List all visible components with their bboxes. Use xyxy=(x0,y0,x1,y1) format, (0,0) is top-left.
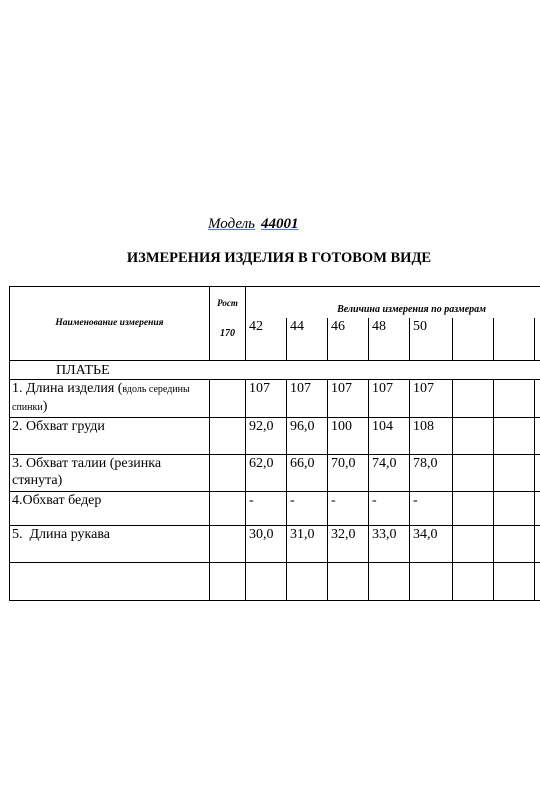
value-cell: 78,0 xyxy=(410,454,453,491)
empty-cell xyxy=(494,562,535,600)
row-height-cell xyxy=(210,379,246,417)
table-row xyxy=(10,379,540,417)
sizes-label: Величина измерения по размерам xyxy=(246,287,540,319)
empty-cell xyxy=(453,417,494,454)
value-cell: 33,0 xyxy=(369,525,410,562)
document-title: ИЗМЕРЕНИЯ ИЗДЕЛИЯ В ГОТОВОМ ВИДЕ xyxy=(126,250,432,266)
empty-cell xyxy=(246,562,287,600)
value-cell: 70,0 xyxy=(328,454,369,491)
value-cell: 104 xyxy=(369,417,410,454)
value-cell: 34,0 xyxy=(410,525,453,562)
empty-cell xyxy=(535,491,540,525)
model-number: 44001 xyxy=(261,216,299,232)
value-cell: 107 xyxy=(246,379,287,417)
value-cell: 107 xyxy=(287,379,328,417)
row-height-cell xyxy=(210,454,246,491)
value-cell: 62,0 xyxy=(246,454,287,491)
row-name: 2. Обхват груди xyxy=(10,417,210,454)
value-cell: 66,0 xyxy=(287,454,328,491)
empty-cell xyxy=(494,491,535,525)
empty-cell xyxy=(535,454,540,491)
row-name: 5. Длина рукава xyxy=(10,525,210,562)
value-cell: 107 xyxy=(369,379,410,417)
row-name: 4.Обхват бедер xyxy=(10,491,210,525)
value-cell: 32,0 xyxy=(328,525,369,562)
empty-cell xyxy=(328,562,369,600)
row-name: 3. Обхват талии (резинка стянута) xyxy=(10,454,210,491)
header-height-cell xyxy=(210,287,246,361)
empty-cell xyxy=(535,417,540,454)
empty-cell xyxy=(535,379,540,417)
empty-cell xyxy=(535,525,540,562)
empty-cell xyxy=(453,454,494,491)
value-cell: - xyxy=(328,491,369,525)
table-row xyxy=(10,454,540,491)
empty-cell xyxy=(453,525,494,562)
empty-cell xyxy=(453,562,494,600)
table-row xyxy=(10,417,540,454)
height-value: 170 xyxy=(220,328,235,339)
empty-cell xyxy=(494,379,535,417)
row-height-cell xyxy=(210,417,246,454)
header-row xyxy=(10,287,540,319)
size-cell: 50 xyxy=(410,318,453,360)
table-row-empty xyxy=(10,562,540,600)
size-cell: 46 xyxy=(328,318,369,360)
value-cell: 100 xyxy=(328,417,369,454)
value-cell: - xyxy=(410,491,453,525)
size-cell: 48 xyxy=(369,318,410,360)
section-title: ПЛАТЬЕ xyxy=(10,360,540,379)
header-name-cell: Наименование измерения xyxy=(10,287,210,361)
size-cell xyxy=(535,318,540,360)
value-cell: 96,0 xyxy=(287,417,328,454)
empty-cell xyxy=(453,379,494,417)
row-name: 1. Длина изделия (вдоль середины спинки) xyxy=(10,379,210,417)
value-cell: 108 xyxy=(410,417,453,454)
table-row xyxy=(10,491,540,525)
value-cell: - xyxy=(369,491,410,525)
empty-cell xyxy=(494,417,535,454)
empty-cell xyxy=(453,491,494,525)
size-cell: 44 xyxy=(287,318,328,360)
empty-cell xyxy=(494,454,535,491)
empty-cell xyxy=(287,562,328,600)
section-row xyxy=(10,360,540,379)
size-cell: 42 xyxy=(246,318,287,360)
model-label: Модель xyxy=(208,216,256,232)
empty-cell xyxy=(535,562,540,600)
empty-cell xyxy=(410,562,453,600)
model-heading xyxy=(208,216,299,233)
empty-cell xyxy=(369,562,410,600)
value-cell: 107 xyxy=(410,379,453,417)
value-cell: 107 xyxy=(328,379,369,417)
empty-cell xyxy=(210,562,246,600)
value-cell: 74,0 xyxy=(369,454,410,491)
measurements-table xyxy=(9,286,540,601)
size-cell xyxy=(494,318,535,360)
empty-cell xyxy=(10,562,210,600)
value-cell: 30,0 xyxy=(246,525,287,562)
table-row xyxy=(10,525,540,562)
height-label: Рост xyxy=(217,298,238,308)
row-height-cell xyxy=(210,525,246,562)
value-cell: - xyxy=(287,491,328,525)
value-cell: - xyxy=(246,491,287,525)
size-cell xyxy=(453,318,494,360)
empty-cell xyxy=(494,525,535,562)
row-height-cell xyxy=(210,491,246,525)
value-cell: 31,0 xyxy=(287,525,328,562)
value-cell: 92,0 xyxy=(246,417,287,454)
